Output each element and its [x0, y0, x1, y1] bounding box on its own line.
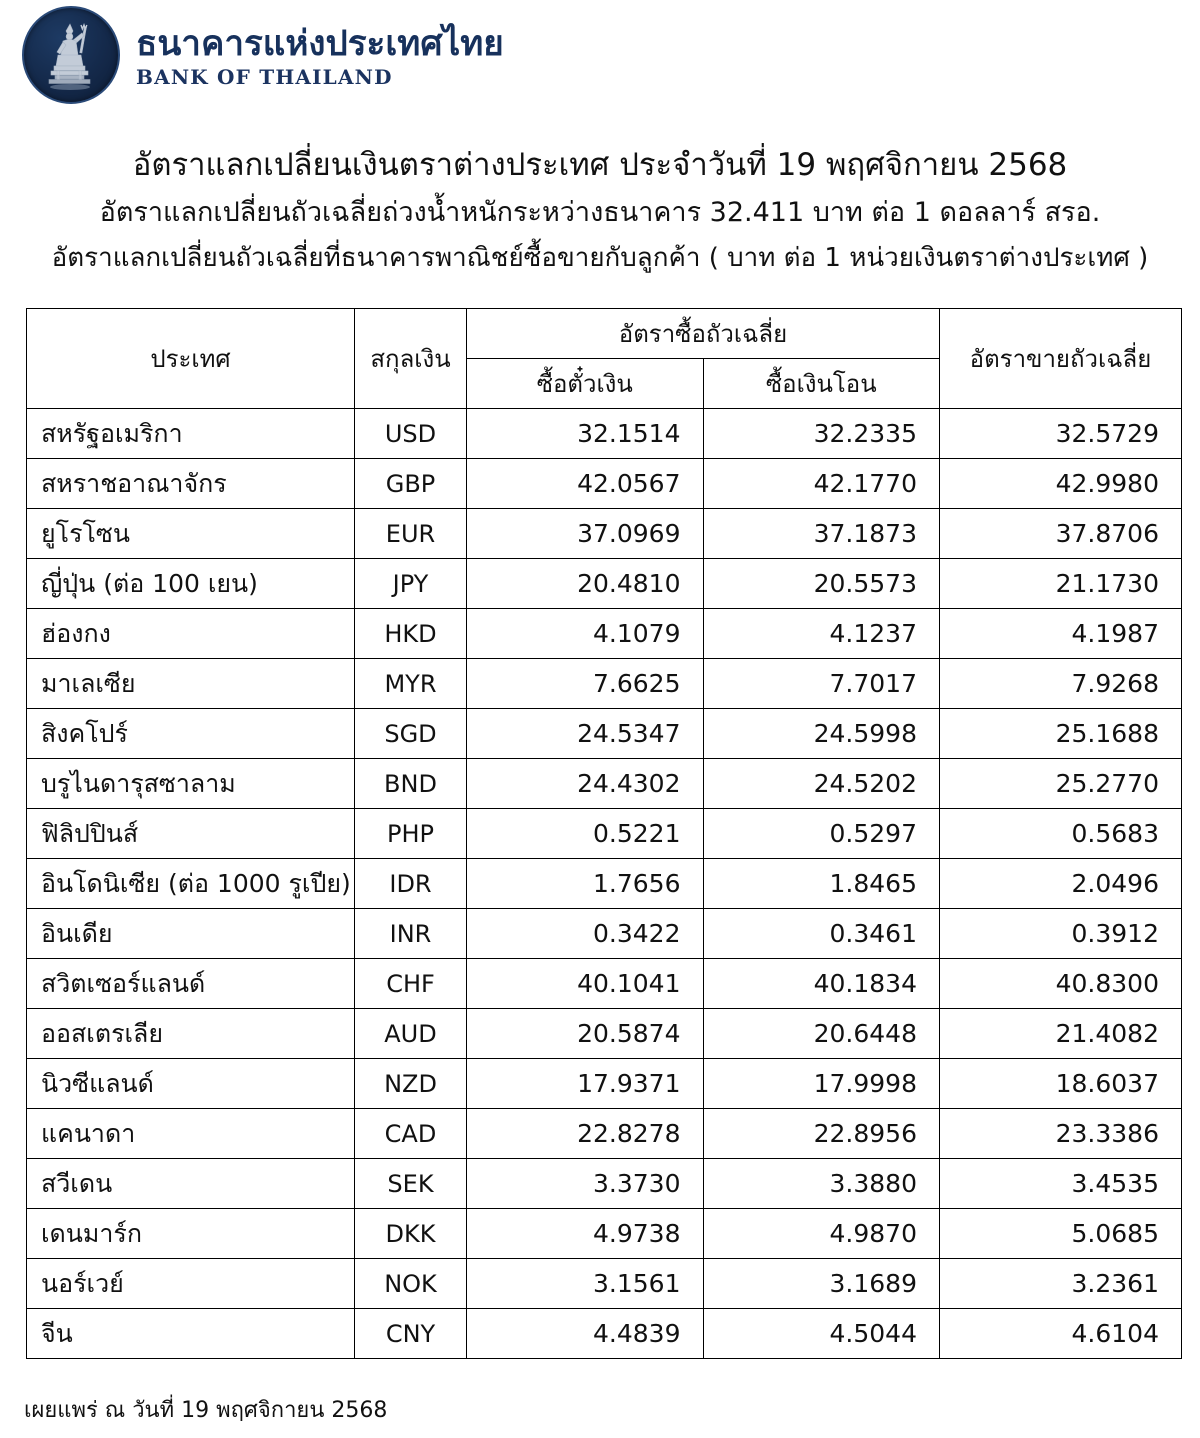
cell-sell: 25.1688 [940, 709, 1182, 759]
cell-sell: 25.2770 [940, 759, 1182, 809]
cell-currency: CAD [355, 1109, 467, 1159]
cell-country: ยูโรโซน [27, 509, 355, 559]
cell-buy-transfer: 24.5202 [703, 759, 940, 809]
table-row [27, 809, 1182, 859]
table-row [27, 609, 1182, 659]
cell-buy-transfer: 0.3461 [703, 909, 940, 959]
cell-sell: 37.8706 [940, 509, 1182, 559]
cell-currency: SGD [355, 709, 467, 759]
table-row [27, 959, 1182, 1009]
cell-sell: 18.6037 [940, 1059, 1182, 1109]
cell-sell: 4.6104 [940, 1309, 1182, 1359]
cell-buy-transfer: 4.1237 [703, 609, 940, 659]
cell-currency: BND [355, 759, 467, 809]
cell-buy-sight: 20.5874 [467, 1009, 704, 1059]
cell-currency: SEK [355, 1159, 467, 1209]
cell-buy-transfer: 20.5573 [703, 559, 940, 609]
table-row [27, 909, 1182, 959]
cell-country: อินเดีย [27, 909, 355, 959]
table-row [27, 559, 1182, 609]
cell-buy-transfer: 24.5998 [703, 709, 940, 759]
cell-sell: 4.1987 [940, 609, 1182, 659]
table-row [27, 759, 1182, 809]
cell-sell: 0.5683 [940, 809, 1182, 859]
table-row [27, 459, 1182, 509]
cell-country: นิวซีแลนด์ [27, 1059, 355, 1109]
cell-sell: 21.4082 [940, 1009, 1182, 1059]
cell-country: อินโดนิเซีย (ต่อ 1000 รูเปีย) [27, 859, 355, 909]
cell-sell: 21.1730 [940, 559, 1182, 609]
cell-currency: NZD [355, 1059, 467, 1109]
cell-currency: MYR [355, 659, 467, 709]
cell-buy-sight: 4.1079 [467, 609, 704, 659]
cell-buy-sight: 24.4302 [467, 759, 704, 809]
cell-sell: 0.3912 [940, 909, 1182, 959]
column-header-buy-group: อัตราซื้อถัวเฉลี่ย [467, 309, 940, 359]
cell-currency: NOK [355, 1259, 467, 1309]
page-title: อัตราแลกเปลี่ยนเงินตราต่างประเทศ ประจำวันที่ 19 พฤศจิกายน 2568 [132, 147, 1068, 183]
cell-sell: 5.0685 [940, 1209, 1182, 1259]
cell-currency: AUD [355, 1009, 467, 1059]
cell-sell: 23.3386 [940, 1109, 1182, 1159]
brand-name-thai: ธนาคารแห่งประเทศไทย [136, 24, 504, 64]
cell-country: เดนมาร์ก [27, 1209, 355, 1259]
table-header [27, 309, 1182, 409]
cell-buy-transfer: 3.3880 [703, 1159, 940, 1209]
table-row [27, 1309, 1182, 1359]
cell-country: สหราชอาณาจักร [27, 459, 355, 509]
exchange-rate-table [26, 308, 1182, 1359]
cell-currency: DKK [355, 1209, 467, 1259]
cell-country: มาเลเซีย [27, 659, 355, 709]
cell-sell: 3.2361 [940, 1259, 1182, 1309]
cell-country: บรูไนดารุสซาลาม [27, 759, 355, 809]
brand-name-english: BANK OF THAILAND [136, 65, 393, 89]
table-row [27, 1159, 1182, 1209]
cell-buy-transfer: 42.1770 [703, 459, 940, 509]
cell-buy-transfer: 4.9870 [703, 1209, 940, 1259]
cell-buy-transfer: 4.5044 [703, 1309, 940, 1359]
brand-wordmark [136, 23, 504, 87]
cell-currency: PHP [355, 809, 467, 859]
cell-country: สวีเดน [27, 1159, 355, 1209]
cell-buy-sight: 24.5347 [467, 709, 704, 759]
cell-buy-transfer: 22.8956 [703, 1109, 940, 1159]
cell-buy-sight: 7.6625 [467, 659, 704, 709]
table-header-row-primary [27, 309, 1182, 359]
cell-buy-transfer: 3.1689 [703, 1259, 940, 1309]
table-row [27, 1259, 1182, 1309]
column-header-buy-transfer: ซื้อเงินโอน [703, 359, 940, 409]
cell-sell: 3.4535 [940, 1159, 1182, 1209]
cell-sell: 42.9980 [940, 459, 1182, 509]
table-row [27, 409, 1182, 459]
cell-buy-sight: 4.4839 [467, 1309, 704, 1359]
interbank-rate-subtitle: อัตราแลกเปลี่ยนถัวเฉลี่ยถ่วงน้ำหนักระหว่างธนาคาร 32.411 บาท ต่อ 1 ดอลลาร์ สรอ. [99, 196, 1101, 228]
cell-buy-transfer: 37.1873 [703, 509, 940, 559]
cell-country: ฮ่องกง [27, 609, 355, 659]
cell-buy-sight: 32.1514 [467, 409, 704, 459]
publication-note: เผยแพร่ ณ วันที่ 19 พฤศจิกายน 2568 [24, 1398, 388, 1423]
column-header-currency: สกุลเงิน [355, 309, 467, 409]
cell-currency: CHF [355, 959, 467, 1009]
column-header-sell-average: อัตราขายถัวเฉลี่ย [940, 309, 1182, 409]
cell-country: สหรัฐอเมริกา [27, 409, 355, 459]
cell-buy-transfer: 0.5297 [703, 809, 940, 859]
cell-buy-sight: 3.3730 [467, 1159, 704, 1209]
cell-buy-transfer: 7.7017 [703, 659, 940, 709]
table-body [27, 409, 1182, 1359]
cell-sell: 32.5729 [940, 409, 1182, 459]
cell-country: ฟิลิปปินส์ [27, 809, 355, 859]
cell-buy-sight: 4.9738 [467, 1209, 704, 1259]
cell-buy-transfer: 40.1834 [703, 959, 940, 1009]
cell-currency: JPY [355, 559, 467, 609]
table-row [27, 709, 1182, 759]
cell-currency: INR [355, 909, 467, 959]
bank-of-thailand-seal-icon [22, 6, 120, 104]
cell-buy-sight: 0.3422 [467, 909, 704, 959]
cell-buy-sight: 40.1041 [467, 959, 704, 1009]
table-row [27, 509, 1182, 559]
cell-buy-transfer: 32.2335 [703, 409, 940, 459]
cell-buy-transfer: 17.9998 [703, 1059, 940, 1109]
table-row [27, 1109, 1182, 1159]
page-title-block [0, 145, 1200, 278]
cell-country: ญี่ปุ่น (ต่อ 100 เยน) [27, 559, 355, 609]
cell-buy-sight: 22.8278 [467, 1109, 704, 1159]
cell-buy-sight: 37.0969 [467, 509, 704, 559]
cell-sell: 7.9268 [940, 659, 1182, 709]
cell-buy-sight: 1.7656 [467, 859, 704, 909]
cell-buy-sight: 20.4810 [467, 559, 704, 609]
cell-sell: 40.8300 [940, 959, 1182, 1009]
cell-country: ออสเตรเลีย [27, 1009, 355, 1059]
table-row [27, 859, 1182, 909]
commercial-bank-rate-subtitle: อัตราแลกเปลี่ยนถัวเฉลี่ยที่ธนาคารพาณิชย์ซื้อขายกับลูกค้า ( บาท ต่อ 1 หน่วยเงินตราต่างประเทศ ) [51, 242, 1149, 273]
cell-sell: 2.0496 [940, 859, 1182, 909]
cell-country: แคนาดา [27, 1109, 355, 1159]
cell-buy-transfer: 1.8465 [703, 859, 940, 909]
table-row [27, 1209, 1182, 1259]
column-header-buy-sight-bill: ซื้อตั๋วเงิน [467, 359, 704, 409]
cell-buy-sight: 42.0567 [467, 459, 704, 509]
brand-header [22, 6, 504, 104]
cell-country: สวิตเซอร์แลนด์ [27, 959, 355, 1009]
cell-country: สิงคโปร์ [27, 709, 355, 759]
cell-buy-sight: 3.1561 [467, 1259, 704, 1309]
cell-currency: IDR [355, 859, 467, 909]
cell-currency: GBP [355, 459, 467, 509]
cell-currency: EUR [355, 509, 467, 559]
table-row [27, 1009, 1182, 1059]
cell-buy-sight: 17.9371 [467, 1059, 704, 1109]
cell-country: จีน [27, 1309, 355, 1359]
cell-currency: CNY [355, 1309, 467, 1359]
table-row [27, 1059, 1182, 1109]
cell-buy-sight: 0.5221 [467, 809, 704, 859]
table-row [27, 659, 1182, 709]
cell-country: นอร์เวย์ [27, 1259, 355, 1309]
cell-buy-transfer: 20.6448 [703, 1009, 940, 1059]
cell-currency: HKD [355, 609, 467, 659]
column-header-country: ประเทศ [27, 309, 355, 409]
cell-currency: USD [355, 409, 467, 459]
